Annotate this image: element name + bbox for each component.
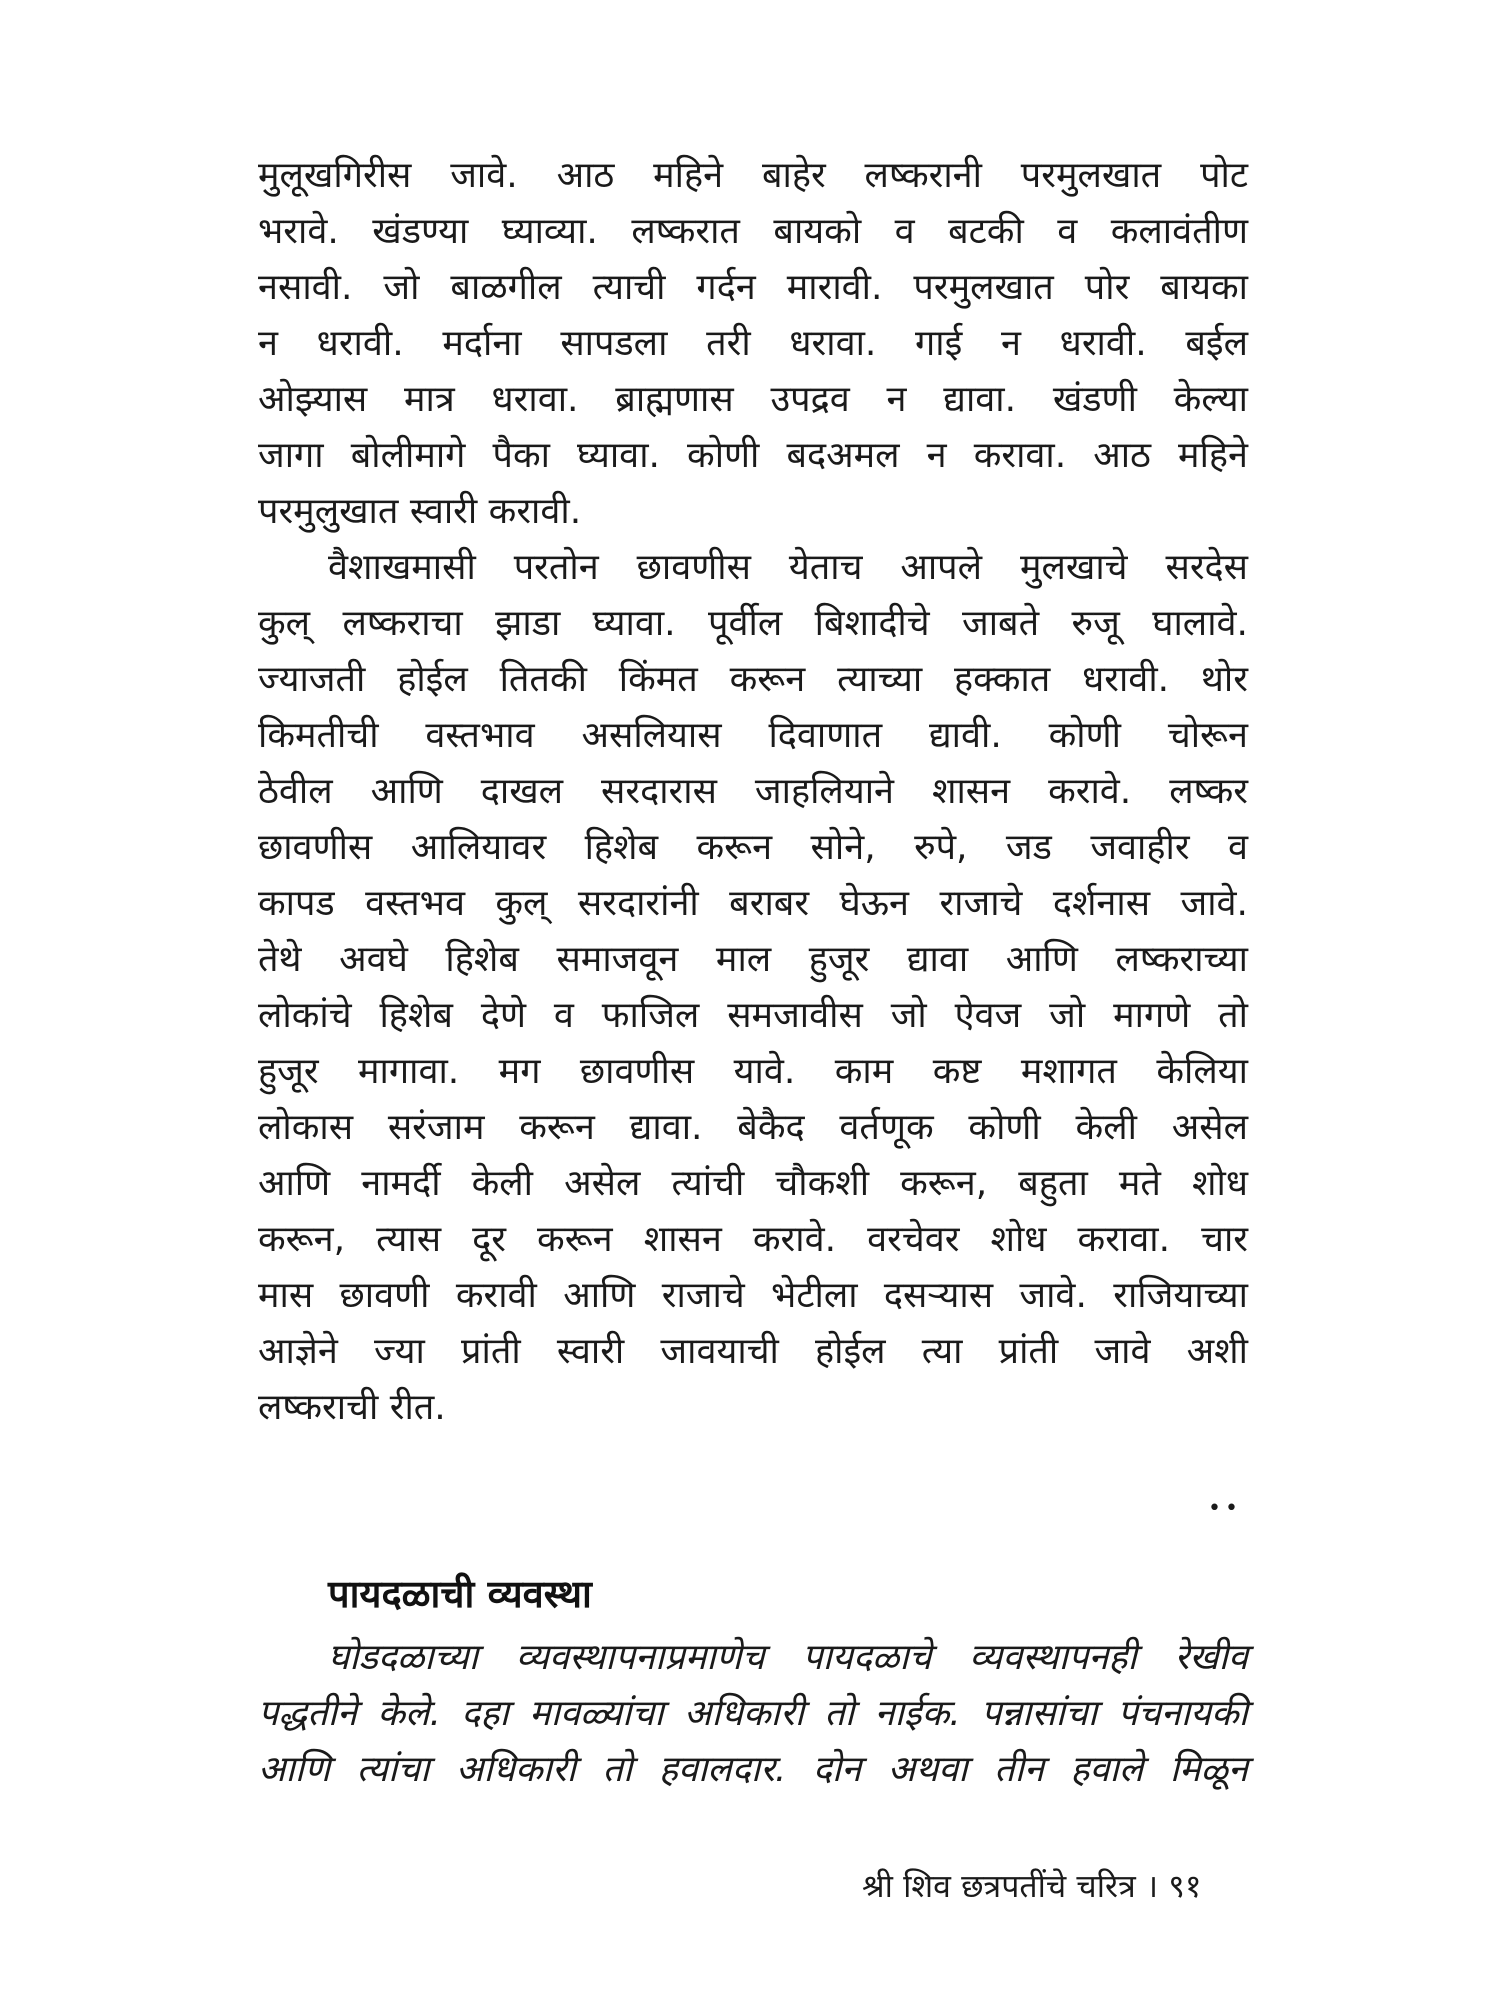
text-line: ठेवील आणि दाखल सरदारास जाहलियाने शासन करावे. लष्कर [258,771,1249,812]
text-line: वैशाखमासी परतोन छावणीस येताच आपले मुलखाचे सरदेस [328,547,1248,588]
text-line: मुलूखगिरीस जावे. आठ महिने बाहेर लष्करानी परमुलखात पोट [258,155,1248,196]
text-line: घोडदळाच्या व्यवस्थापनाप्रमाणेच पायदळाचे व्यवस्थापनही रेखीव [328,1637,1248,1678]
text-line: जागा बोलीमागे पैका घ्यावा. कोणी बदअमल न करावा. आठ महिने [258,435,1248,476]
text-line: भरावे. खंडण्या घ्याव्या. लष्करात बायको व बटकी व कलावंतीण [258,211,1248,252]
section-text [258,1630,1248,1798]
section-divider-ornament: •• [1208,1496,1242,1521]
text-line: मास छावणी करावी आणि राजाचे भेटीला दसऱ्यास जावे. राजियाच्या [258,1275,1248,1316]
text-line: करून, त्यास दूर करून शासन करावे. वरचेवर शोध करावा. चार [258,1219,1248,1260]
text-line: तेथे अवघे हिशेब समाजवून माल हुजूर द्यावा आणि लष्कराच्या [258,939,1248,980]
text-line: लोकास सरंजाम करून द्यावा. बेकैद वर्तणूक कोणी केली असेल [258,1107,1248,1148]
text-line: छावणीस आलियावर हिशेब करून सोने, रुपे, जड जवाहीर व [258,827,1248,868]
text-line: आणि त्यांचा अधिकारी तो हवालदार. दोन अथवा तीन हवाले मिळून [258,1749,1248,1790]
body-text [258,148,1248,1436]
text-line: नसावी. जो बाळगील त्याची गर्दन मारावी. परमुलखात पोर बायका [258,267,1248,308]
text-line: कुल् लष्कराचा झाडा घ्यावा. पूर्वील बिशादीचे जाबते रुजू घालावे. [258,603,1248,644]
text-line: परमुलुखात स्वारी करावी. [258,491,582,532]
text-line: लष्कराची रीत. [258,1387,446,1428]
page-footer: श्री शिव छत्रपतींचे चरित्र । ९१ [862,1867,1202,1905]
text-line: किमतीची वस्तभाव असलियास दिवाणात द्यावी. कोणी चोरून [258,715,1248,756]
text-line: न धरावी. मर्दाना सापडला तरी धरावा. गाई न धरावी. बईल [258,323,1248,364]
section-heading: पायदळाची व्यवस्था [328,1572,592,1616]
text-line: पद्धतीने केले. दहा मावळ्यांचा अधिकारी तो नाईक. पन्नासांचा पंचनायकी [258,1693,1248,1734]
text-line: हुजूर मागावा. मग छावणीस यावे. काम कष्ट मशागत केलिया [258,1051,1248,1092]
text-line: आज्ञेने ज्या प्रांती स्वारी जावयाची होईल त्या प्रांती जावे अशी [258,1331,1248,1372]
text-line: कापड वस्तभव कुल् सरदारांनी बराबर घेऊन राजाचे दर्शनास जावे. [258,883,1248,924]
text-line: ओझ्यास मात्र धरावा. ब्राह्मणास उपद्रव न द्यावा. खंडणी केल्या [258,379,1248,420]
text-line: ज्याजती होईल तितकी किंमत करून त्याच्या हक्कात धरावी. थोर [258,659,1248,700]
text-line: लोकांचे हिशेब देणे व फाजिल समजावीस जो ऐवज जो मागणे तो [258,995,1248,1036]
text-line: आणि नामर्दी केली असेल त्यांची चौकशी करून, बहुता मते शोध [258,1163,1248,1204]
